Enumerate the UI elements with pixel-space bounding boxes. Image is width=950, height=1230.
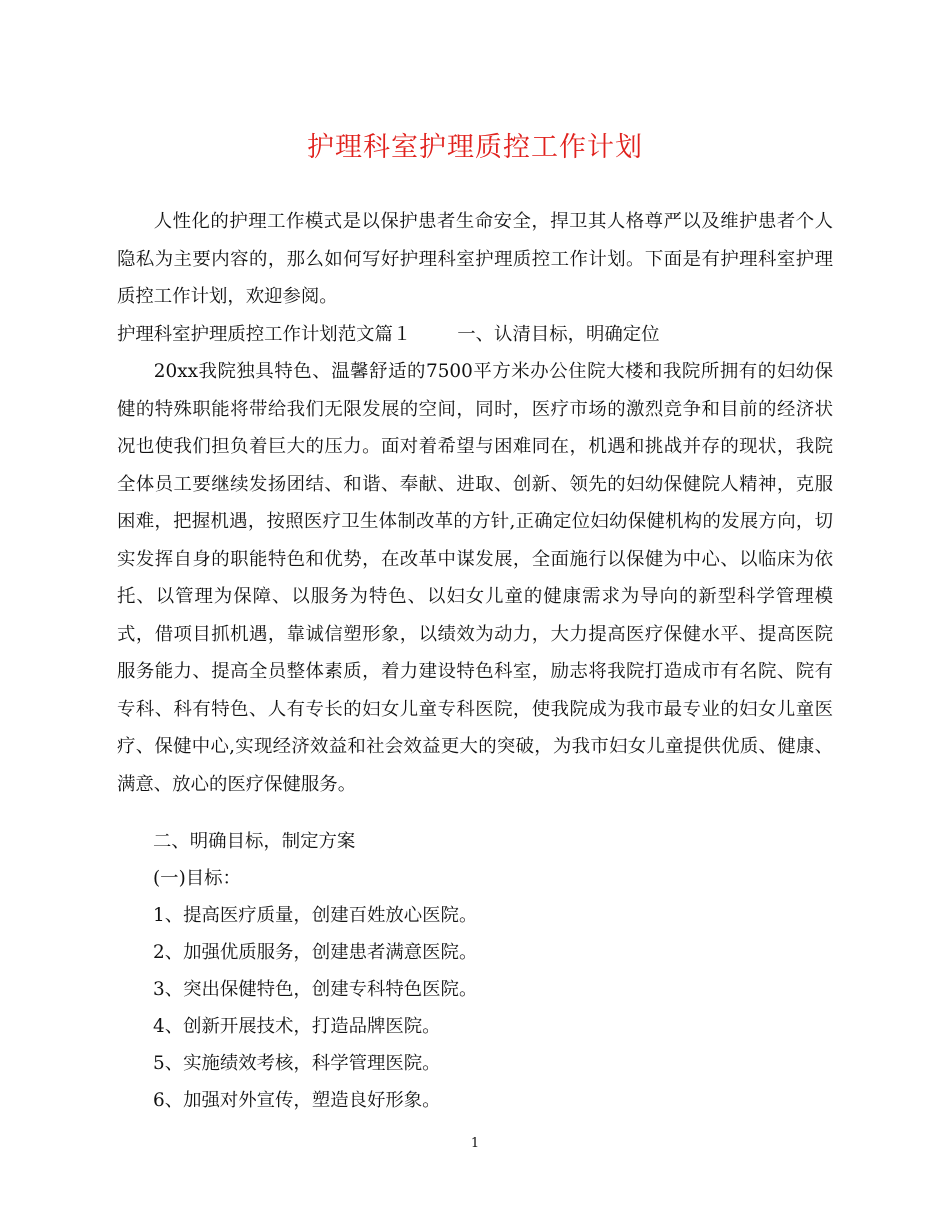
goal-item: 3、突出保健特色，创建专科特色医院。 [153,979,478,1000]
sample-heading-line [117,316,833,354]
document-title: 护理科室护理质控工作计划 [307,132,643,163]
sample-heading: 护理科室护理质控工作计划范文篇１ [117,324,412,345]
goals-heading: (一)目标： [153,868,241,889]
goal-item: 5、实施绩效考核，科学管理医院。 [153,1053,441,1074]
section1-paragraph: 20xx我院独具特色、温馨舒适的7500平方米办公住院大楼和我院所拥有的妇幼保健的特殊职能将带给我们无限发展的空间，同时，医疗市场的激烈竞争和目前的经济状况也使我们担负着巨大的压力。面对着希望与困难同在，机遇和挑战并存的现状，我院全体员工要继续发扬团结、和谐、奉献、进取、创新、领先的妇幼保健院人精神，克服困难，把握机遇，按照医疗卫生体制改革的方针,正确定位妇幼保健机构的发展方向，切实发挥自身的职能特色和优势，在改革中谋发展，全面施行以保健为中心、以临床为依托、以管理为保障、以服务为特色、以妇女儿童的健康需求为导向的新型科学管理模式，借项目抓机遇，靠诚信塑形象，以绩效为动力，大力提高医疗保健水平、提高医院服务能力、提高全员整体素质，着力建设特色科室，励志将我院打造成市有名院、院有专科、科有特色、人有专长的妇女儿童专科医院，使我院成为我市最专业的妇女儿童医疗、保健中心,实现经济效益和社会效益更大的突破，为我市妇女儿童提供优质、健康、满意、放心的医疗保健服务。 [117,361,833,795]
goal-item: 1、提高医疗质量，创建百姓放心医院。 [153,905,478,926]
goal-item: 2、加强优质服务，创建患者满意医院。 [153,942,478,963]
intro-paragraph: 人性化的护理工作模式是以保护患者生命安全，捍卫其人格尊严以及维护患者个人隐私为主要内容的，那么如何写好护理科室护理质控工作计划。下面是有护理科室护理质控工作计划，欢迎参阅。 [117,211,833,307]
goal-item: 4、创新开展技术，打造品牌医院。 [153,1016,441,1037]
section1-heading: 一、认清目标，明确定位 [457,324,660,345]
goal-item: 6、加强对外宣传，塑造良好形象。 [153,1090,441,1111]
page-number: 1 [470,1136,480,1151]
section2-heading: 二、明确目标，制定方案 [153,831,356,852]
